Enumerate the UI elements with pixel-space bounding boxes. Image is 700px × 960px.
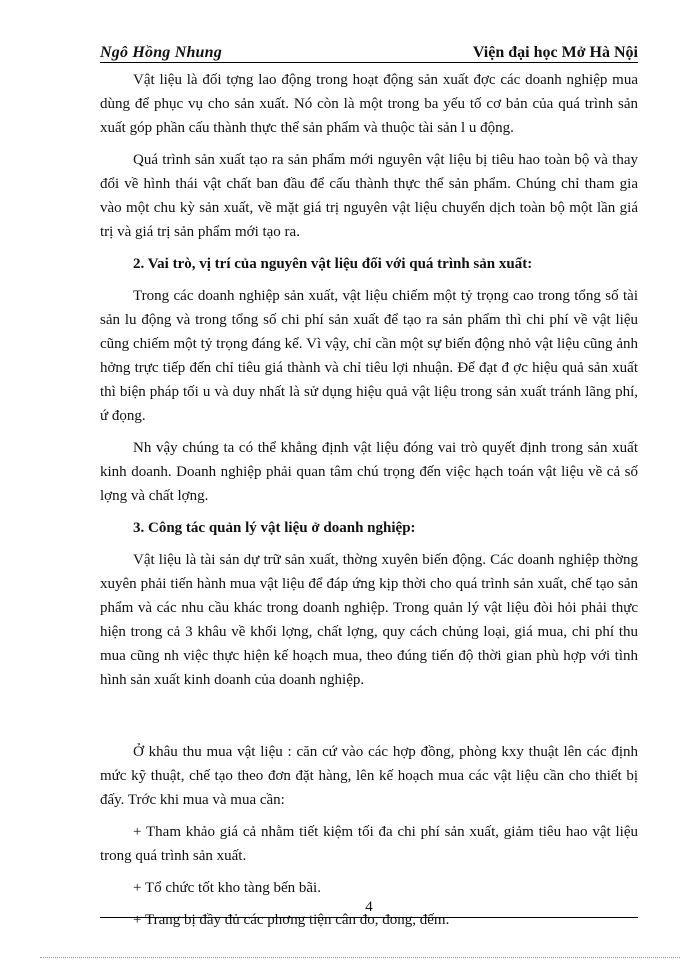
paragraph-9: + Trang bị đầy đủ các phơng tiện cân đo, đong, đếm. bbox=[133, 912, 450, 928]
document-body bbox=[100, 68, 638, 940]
paragraph-1: Vật liệu là đối tợng lao động trong hoạt động sản xuất đợc các doanh nghiệp mua dùng để phục vụ cho sản xuất. Nó còn là một trong ba yếu tố cơ bản của quá trình sản xuất góp phần cấu thành thực thể sản phẩm và thuộc tài sản l u động. bbox=[100, 72, 638, 136]
footer-rule bbox=[100, 917, 638, 918]
paragraph-2: Quá trình sản xuất tạo ra sản phẩm mới nguyên vật liệu bị tiêu hao toàn bộ và thay đổi về hình thái vật chất ban đầu để cấu thành thực thể sản phẩm. Chúng chỉ tham gia vào một chu kỳ sản xuất, về mặt giá trị nguyên vật liệu chuyển dịch toàn bộ một lần giá trị và giá trị sản phẩm mới tạo ra. bbox=[100, 152, 638, 240]
header-rule bbox=[100, 62, 638, 63]
paragraph-3: Trong các doanh nghiệp sản xuất, vật liệu chiếm một tỷ trọng cao trong tổng số tài sản lu động và trong tổng số chi phí sản xuất để tạo ra sản phẩm thì chi phí về vật liệu cũng chiếm một tỷ trọng đáng kể. Vì vậy, chỉ cần một sự biến động nhỏ vật liệu cũng ảnh hởng trực tiếp đến chỉ tiêu giá thành và chỉ tiêu lợi nhuận. Để đạt đ ợc hiệu quả sản xuất thì biện pháp tối u và duy nhất là sử dụng hiệu quả vật liệu trong sản xuất tránh lãng phí, ứ đọng. bbox=[100, 288, 638, 424]
section-heading-2: 2. Vai trò, vị trí của nguyên vật liệu đối với quá trình sản xuất: bbox=[133, 256, 533, 272]
paragraph-5: Vật liệu là tài sản dự trữ sản xuất, thờng xuyên biến động. Các doanh nghiệp thờng xuyên phải tiến hành mua vật liệu để đáp ứng kịp thời cho quá trình sản xuất, chế tạo sản phẩm và các nhu cầu khác trong doanh nghiệp. Trong quản lý vật liệu đòi hỏi phải thực hiện trong cả 3 khâu về khối lợng, chất lợng, quy cách chủng loại, giá mua, chi phí thu mua cũng nh việc thực hiện kế hoạch mua, theo đúng tiến độ thời gian phù hợp với tình hình sản xuất kinh doanh của doanh nghiệp. bbox=[100, 552, 638, 688]
paragraph-8: + Tổ chức tốt kho tàng bến bãi. bbox=[133, 880, 321, 896]
blank-spacer bbox=[100, 700, 638, 740]
paragraph-6: Ở khâu thu mua vật liệu : căn cứ vào các hợp đồng, phòng kxy thuật lên các định mức kỹ thuật, chế tạo theo đơn đặt hàng, lên kế hoạch mua các vật liệu cần cho thiết bị đấy. Trớc khi mua và mua cần: bbox=[100, 744, 638, 808]
page-header bbox=[100, 44, 638, 64]
page-number: 4 bbox=[365, 899, 373, 915]
paragraph-4: Nh vậy chúng ta có thể khẳng định vật liệu đóng vai trò quyết định trong sản xuất kinh doanh. Doanh nghiệp phải quan tâm chú trọng đến việc hạch toán vật liệu về cả số lợng và chất lợng. bbox=[100, 440, 638, 504]
section-heading-3: 3. Công tác quản lý vật liệu ở doanh nghiệp: bbox=[133, 520, 416, 536]
paragraph-7: + Tham khảo giá cả nhằm tiết kiệm tối đa chi phí sản xuất, giảm tiêu hao vật liệu trong quá trình sản xuất. bbox=[100, 824, 638, 864]
institution-name: Viện đại học Mở Hà Nội bbox=[472, 44, 638, 61]
page-edge-divider bbox=[40, 957, 680, 958]
author-name: Ngô Hồng Nhung bbox=[100, 44, 222, 61]
